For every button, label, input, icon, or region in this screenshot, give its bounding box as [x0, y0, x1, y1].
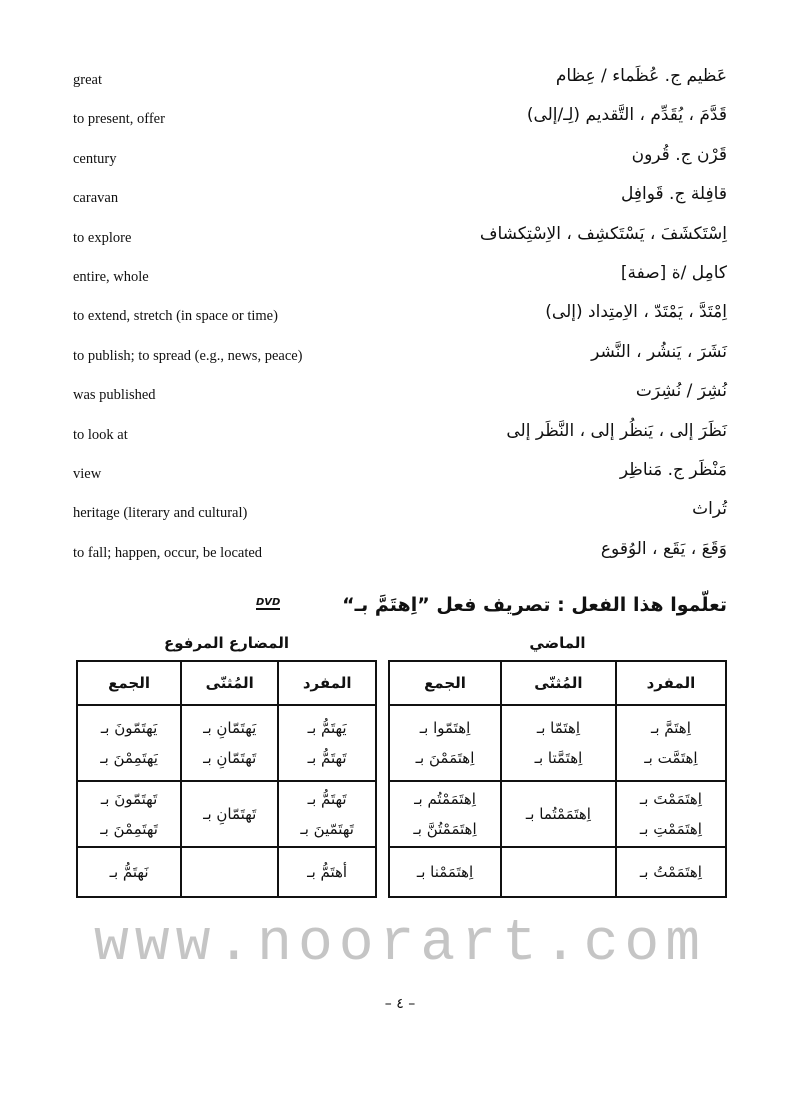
- vocab-arabic: نُشِرَ / نُشِرَت: [635, 381, 727, 402]
- vocab-english: entire, whole: [73, 268, 149, 285]
- vocab-arabic: وَقَعَ ، يَقَع ، الوُقوع: [600, 538, 727, 559]
- vocab-item: [0, 377, 800, 416]
- column-header: المُثنّى: [501, 661, 616, 705]
- conjugation-form: اِهتَمَمْتُم بـ: [414, 790, 476, 808]
- vocab-item: [0, 180, 800, 219]
- column-header: الجمع: [77, 661, 181, 705]
- table-cell: [616, 705, 726, 781]
- vocab-arabic: قافِلة ج. قَوافِل: [621, 184, 727, 205]
- table-cell: [278, 705, 376, 781]
- vocab-item: [0, 62, 800, 101]
- vocab-english: was published: [73, 387, 156, 404]
- vocab-item: [0, 535, 800, 574]
- table-row: [77, 847, 376, 897]
- column-header: المُثنّى: [181, 661, 278, 705]
- conjugation-form: اِهتَمَمْتُ بـ: [639, 863, 702, 881]
- conjugation-form: اِهتَمَمْنَ بـ: [415, 749, 475, 767]
- vocab-item: [0, 298, 800, 337]
- vocab-item: [0, 220, 800, 259]
- conjugation-form: يَهتَمِمْنَ بـ: [100, 749, 158, 767]
- vocab-arabic: تُراث: [692, 499, 727, 520]
- conjugation-form: تَهتَمّانِ بـ: [203, 749, 257, 767]
- column-header: المفرد: [278, 661, 376, 705]
- conjugation-form: يَهتَمّونَ بـ: [100, 719, 158, 737]
- vocab-arabic: قَرْن ج. قُرون: [631, 144, 727, 165]
- conjugation-form: تَهتَمّونَ بـ: [100, 790, 158, 808]
- vocab-item: [0, 259, 800, 298]
- conjugation-form: تَهتَمِمْنَ بـ: [100, 820, 158, 838]
- vocab-english: to publish; to spread (e.g., news, peace): [73, 347, 303, 364]
- conjugation-form: اِهتَمَمْتُما بـ: [525, 805, 591, 823]
- table-cell: [616, 781, 726, 847]
- vocab-arabic: اِسْتَكشَفَ ، يَسْتَكشِف ، الاِسْتِكشاف: [479, 223, 727, 244]
- watermark: www.noorart.com: [93, 912, 707, 977]
- column-header: المفرد: [616, 661, 726, 705]
- conjugation-form: نَهتَمُّ بـ: [109, 863, 149, 881]
- table-cell: [389, 847, 501, 897]
- vocab-item: [0, 338, 800, 377]
- vocab-arabic: اِمْتَدَّ ، يَمْتَدّ ، الاِمتِداد (إلى): [545, 302, 727, 323]
- table-cell: [616, 847, 726, 897]
- conjugation-form: اِهتَمَمْنا بـ: [416, 863, 474, 881]
- table-row: [389, 847, 726, 897]
- conjugation-form: تَهتَمّينَ بـ: [300, 820, 354, 838]
- vocab-arabic: نَظَرَ إلى ، يَنظُر إلى ، النَّظَر إلى: [506, 420, 727, 441]
- vocab-item: [0, 456, 800, 495]
- dvd-icon: DVD: [256, 597, 281, 608]
- conjugation-form: اِهتَمَّت بـ: [644, 749, 698, 767]
- vocab-arabic: عَظيم ج. عُظَماء / عِظام: [555, 66, 727, 86]
- vocab-english: to look at: [73, 426, 128, 443]
- conjugation-form: يَهتَمّانِ بـ: [203, 719, 257, 737]
- vocab-item: [0, 495, 800, 534]
- vocab-english: view: [73, 465, 102, 482]
- conjugation-form: اِهتَمَّ بـ: [650, 719, 691, 737]
- table-cell: [77, 705, 181, 781]
- table-cell: [181, 847, 278, 897]
- table-row: [389, 781, 726, 847]
- conjugation-form: أهتَمُّ بـ: [307, 863, 348, 881]
- table-cell: [77, 847, 181, 897]
- conjugation-form: اِهتَمَمْتَ بـ: [639, 790, 702, 808]
- vocab-arabic: نَشَرَ ، يَنشُر ، النَّشر: [591, 341, 727, 362]
- vocab-english: great: [73, 72, 102, 88]
- vocab-english: caravan: [73, 190, 119, 207]
- vocab-arabic: مَنْظَر ج. مَناظِر: [619, 459, 727, 480]
- table-row: [77, 705, 376, 781]
- conjugation-form: تَهتَمّانِ بـ: [203, 805, 257, 823]
- table-cell: [501, 781, 616, 847]
- conjugation-form: اِهتَمّوا بـ: [419, 719, 471, 737]
- vocab-item: [0, 141, 800, 180]
- conjugation-form: اِهتَمَمْتُنَّ بـ: [413, 820, 477, 838]
- table-cell: [389, 705, 501, 781]
- table-cell: [501, 847, 616, 897]
- vocab-english: century: [73, 150, 117, 167]
- table-cell: [278, 781, 376, 847]
- conjugation-form: اِهتَمّا بـ: [536, 719, 581, 737]
- section-heading: تعلّموا هذا الفعل : تصريف فعل ”اِهتَمَّ بـ“: [342, 594, 727, 616]
- vocab-english: to fall; happen, occur, be located: [73, 544, 263, 561]
- conjugation-form: تَهتَمُّ بـ: [307, 790, 347, 808]
- present-caption: المضارع المرفوع: [164, 634, 289, 652]
- vocab-item: [0, 101, 800, 140]
- vocab-english: to present, offer: [73, 111, 165, 128]
- table-cell: [501, 705, 616, 781]
- vocab-item: [0, 417, 800, 456]
- conjugation-form: اِهتَمَّتا بـ: [534, 749, 583, 767]
- past-conjugation-table: [388, 660, 727, 898]
- table-row: [389, 705, 726, 781]
- column-header: الجمع: [389, 661, 501, 705]
- vocab-english: heritage (literary and cultural): [73, 505, 248, 522]
- conjugation-form: يَهتَمُّ بـ: [307, 719, 347, 737]
- table-cell: [389, 781, 501, 847]
- table-cell: [181, 781, 278, 847]
- vocabulary-list: [0, 62, 800, 574]
- table-row: [77, 781, 376, 847]
- conjugation-form: اِهتَمَمْتِ بـ: [639, 820, 702, 838]
- past-caption: الماضي: [529, 634, 586, 652]
- present-conjugation-table: [76, 660, 377, 898]
- vocab-arabic: كامِل /ة [صفة]: [620, 262, 727, 283]
- page-number: – ٤ –: [384, 996, 416, 1012]
- table-cell: [181, 705, 278, 781]
- vocab-english: to extend, stretch (in space or time): [73, 308, 278, 325]
- vocab-arabic: قَدَّمَ ، يُقَدِّم ، التَّقديم (لِـ/إلى): [526, 105, 727, 126]
- vocab-english: to explore: [73, 229, 132, 246]
- table-cell: [77, 781, 181, 847]
- table-cell: [278, 847, 376, 897]
- conjugation-form: تَهتَمُّ بـ: [307, 749, 347, 767]
